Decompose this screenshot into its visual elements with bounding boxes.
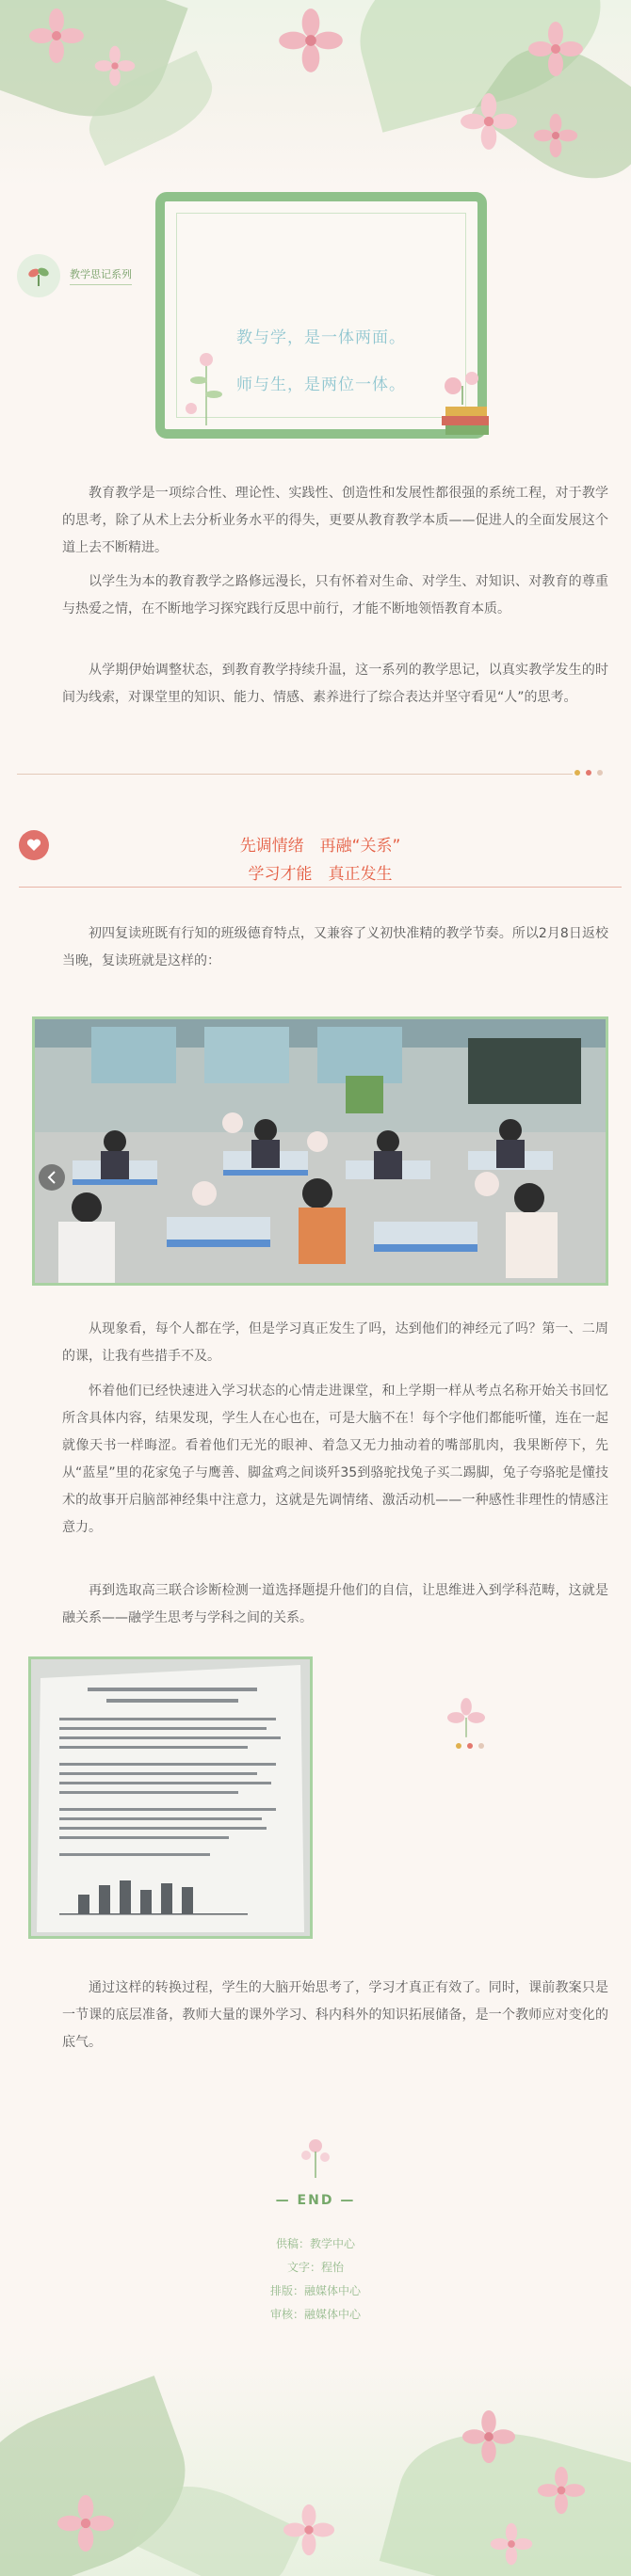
flower-icon [278,8,344,73]
classroom-photo [32,1016,608,1286]
series-badge [17,254,132,297]
body-paragraph: 再到选取高三联合诊断检测一道选择题提升他们的自信，让思维进入到学科范畴，这就是融关系——融学生思考与学科之间的关系。 [62,1583,608,1625]
top-floral-banner [0,0,631,188]
intro-paragraph: 从学期伊始调整状态，到教育教学持续升温，这一系列的教学思记，以真实教学发生的时间为线索，对课堂里的知识、能力、情感、素养进行了综合表达并坚守看见“人”的思考。 [62,663,608,705]
body-paragraph: 通过这样的转换过程，学生的大脑开始思考了，学习才真正有效了。同时，课前教案只是一节课的底层准备，教师大量的课外学习、科内科外的知识拓展储备，是一个教师应对变化的底气。 [62,1980,608,2050]
flower-icon [443,1694,490,1741]
flower-icon [461,2409,516,2464]
credit-line: 排版：融媒体中心 [269,2284,361,2297]
flower-icon [537,2466,586,2515]
divider [17,774,573,775]
credit-line: 审核：融媒体中心 [269,2308,361,2321]
credit-line: 供稿：教学中心 [275,2237,355,2250]
credit-line: 文字：程怡 [286,2261,344,2274]
series-label: 教学思记系列 [70,266,132,285]
section-title-line1: 先调情绪 再融“关系” [239,837,401,856]
exam-paper-photo [28,1656,313,1939]
flower-icon [283,2504,335,2556]
decorative-dots [456,1743,484,1749]
body-paragraph: 初四复读班既有行知的班级德育特点，又兼容了义初快准精的教学节奏。所以2月8日返校当晚，复读班就是这样的： [62,926,608,968]
flower-icon [460,92,518,151]
end-title: — END — [275,2193,356,2208]
frame-quote-line1: 教与学，是一体两面。 [236,328,406,347]
section-underline [19,887,622,888]
body-paragraph: 从现象看，每个人都在学，但是学习真正发生了吗，达到他们的神经元了吗？第一、二周的课，让我有些措手不及。 [62,1321,608,1364]
flower-icon [527,21,584,77]
intro-paragraph: 以学生为本的教育教学之路修远漫长，只有怀着对生命、对学生、对知识、对教育的尊重与热爱之情，在不断地学习探究践行反思中前行，才能不断地领悟教育本质。 [62,574,608,616]
section-heading [19,828,622,894]
flower-icon [533,113,578,158]
intro-paragraph: 教育教学是一项综合性、理论性、实践性、创造性和发展性都很强的系统工程，对于教学的思考，除了从术上去分析业务水平的得失，更要从教育教学本质——促进人的全面发展这个道上去不断精进。 [62,486,608,555]
quote-frame [155,192,487,439]
books-and-flowers-icon [425,358,500,442]
flower-icon [94,45,136,87]
flower-icon [490,2522,533,2566]
decorative-dots [574,770,603,776]
sprout-icon [17,254,60,297]
flower-icon [28,8,85,64]
bottom-floral-banner [0,2353,631,2576]
plant-decoration-icon [178,343,235,427]
body-paragraph: 怀着他们已经快速进入学习状态的心情走进课堂，和上学期一样从考点名称开始关书回忆所含具体内容，结果发现，学生人在心也在，可是大脑不在！每个字他们都能听懂，连在一起就像天书一样晦涩。看着他们无光的眼神、着急又无力抽动着的嘴部肌肉，我果断停下，先从“蓝星”里的花家兔子与鹰善、脚盆鸡之间谈歼35到骆驼找兔子买二踢脚，兔子夸骆驼是懂技术的故事开启脑部神经集中注意力，这就是先调情绪、激活动机——一种感性非理性的情感注意力。 [62,1384,608,1535]
section-title-line2: 学习才能 真正发生 [248,865,393,884]
frame-quote-line2: 师与生，是两位一体。 [236,376,406,394]
flower-sprig-icon [295,2133,336,2180]
flower-icon [57,2494,115,2552]
